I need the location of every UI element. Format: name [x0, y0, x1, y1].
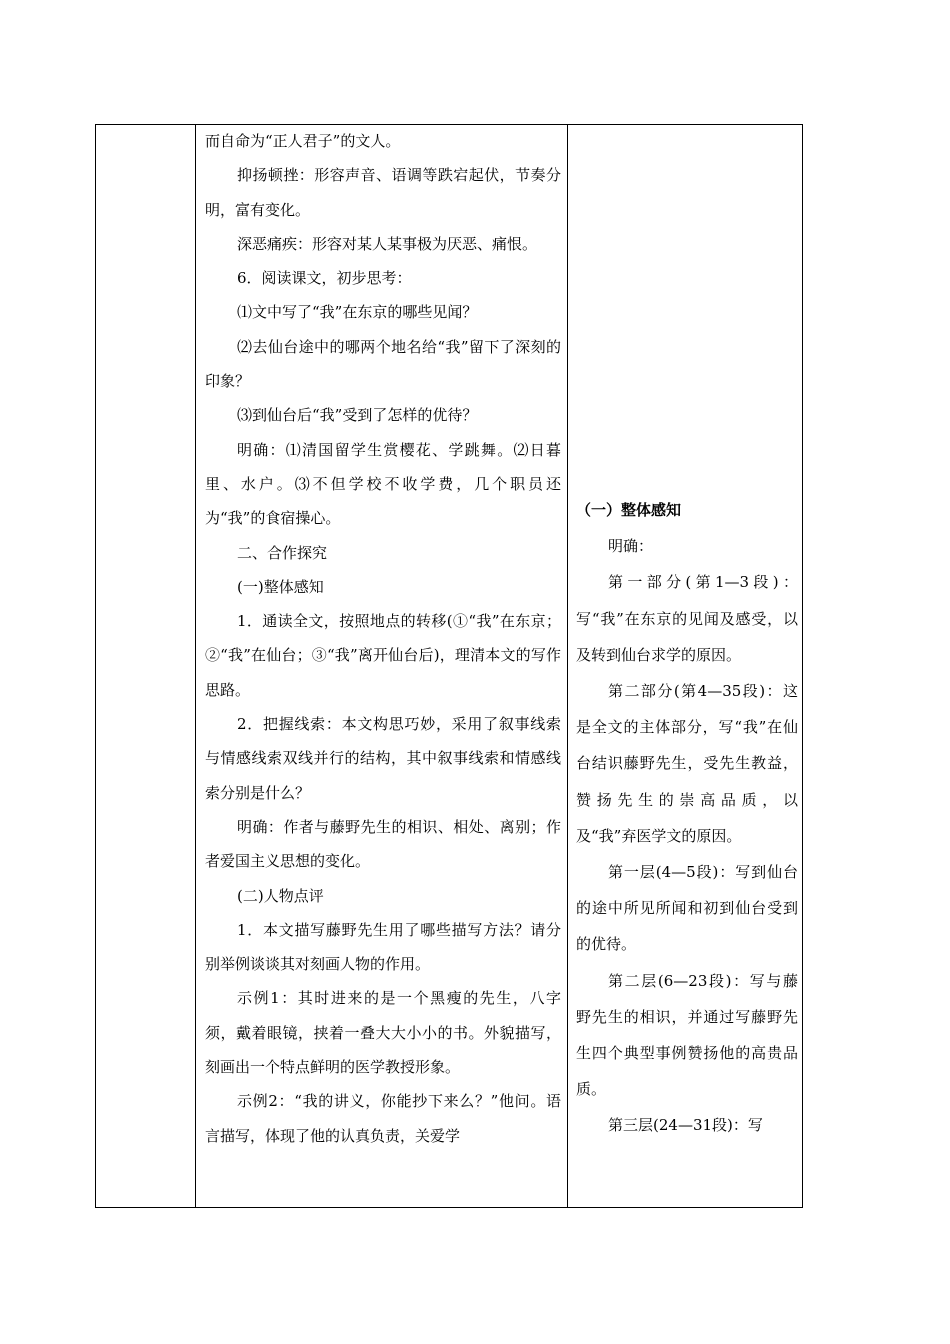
example-2: 示例2：“我的讲义，你能抄下来么？”他问。语言描写，体现了他的认真负责，关爱学	[205, 1092, 561, 1145]
section-heading-cooperation: 二、合作探究	[237, 543, 328, 562]
column-divider-right	[567, 125, 568, 1207]
notes-layer-3: 第三层(24—31段)：写	[608, 1116, 763, 1135]
column-divider-left	[195, 125, 196, 1207]
task-description-methods: 1．本文描写藤野先生用了哪些描写方法？请分别举例谈谈其对刻画人物的作用。	[205, 920, 561, 974]
question-3: ⑶到仙台后“我”受到了怎样的优待？	[237, 406, 478, 425]
vocab-shenwutongji: 深恶痛疾：形容对某人某事极为厌恶、痛恨。	[237, 234, 538, 253]
subsection-character-review: (二)人物点评	[237, 886, 324, 905]
answer-clues: 明确：作者与藤野先生的相识、相处、离别；作者爱国主义思想的变化。	[205, 817, 561, 871]
reading-task-heading: 6．阅读课文，初步思考：	[237, 269, 412, 288]
notes-clarify: 明确：	[608, 537, 654, 556]
example-1: 示例1：其时进来的是一个黑瘦的先生，八字须，戴着眼镜，挟着一叠大大小小的书。外貌描写，刻画出一个特点鲜明的医学教授形象。	[205, 989, 561, 1077]
notes-heading: （一）整体感知	[576, 501, 682, 519]
notes-layer-2: 第二层(6—23段)：写与藤野先生的相识，并通过写藤野先生四个典型事例赞扬他的高贵品质。	[576, 971, 798, 1099]
subsection-overall-perception: (一)整体感知	[237, 577, 324, 596]
question-2: ⑵去仙台途中的哪两个地名给“我”留下了深刻的印象？	[205, 337, 561, 391]
question-1: ⑴文中写了“我”在东京的哪些见闻？	[237, 303, 478, 322]
task-read-through: 1．通读全文，按照地点的转移(①“我”在东京；②“我”在仙台；③“我”离开仙台后)，理清本文的写作思路。	[205, 612, 561, 699]
notes-part-2: 第二部分(第4—35段)：这是全文的主体部分，写“我”在仙台结识藤野先生，受先生教益，赞扬先生的崇高品质，以及“我”弃医学文的原因。	[576, 682, 798, 845]
notes-part-1: 第一部分(第1—3段)：写“我”在东京的见闻及感受，以及转到仙台求学的原因。	[576, 573, 798, 664]
notes-column	[576, 492, 798, 1144]
answer-reading-task: 明确：⑴清国留学生赏樱花、学跳舞。⑵日暮里、水户。⑶不但学校不收学费，几个职员还为“我”的食宿操心。	[205, 440, 561, 528]
task-clues: 2．把握线索：本文构思巧妙，采用了叙事线索与情感线索双线并行的结构，其中叙事线索和情感线索分别是什么？	[205, 715, 561, 802]
teaching-content-column	[205, 124, 561, 1153]
notes-layer-1: 第一层(4—5段)：写到仙台的途中所见所闻和初到仙台受到的优待。	[576, 863, 798, 954]
vocab-yiyangdunchuo: 抑扬顿挫：形容声音、语调等跌宕起伏，节奏分明，富有变化。	[205, 166, 561, 219]
paragraph-continuation: 而自命为“正人君子”的文人。	[205, 132, 401, 150]
